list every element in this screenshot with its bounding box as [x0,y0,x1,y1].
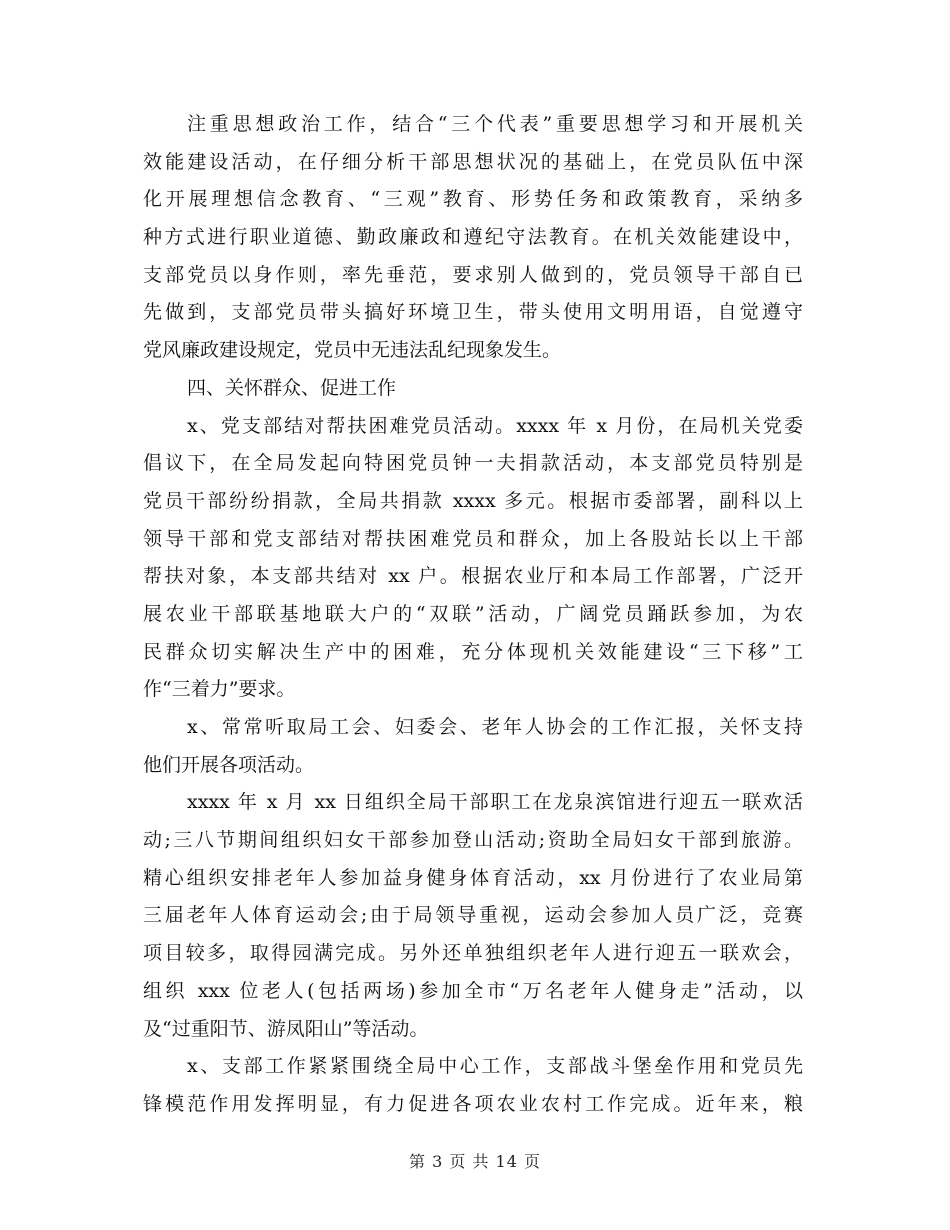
body-line: 锋模范作用发挥明显，有力促进各项农业农村工作完成。近年来，粮 [143,1092,803,1115]
document-body [143,106,803,1124]
body-line: 帮扶对象，本支部共结对 xx 户。根据农业厅和本局工作部署，广泛开 [143,565,803,588]
body-line: 组织 xxx 位老人(包括两场)参加全市“万名老年人健身走”活动，以 [143,979,803,1002]
body-line: 他们开展各项活动。 [143,753,315,776]
body-line: 种方式进行职业道德、勤政廉政和遵纪守法教育。在机关效能建设中， [143,226,803,249]
body-line: 化开展理想信念教育、“三观”教育、形势任务和政策教育，采纳多 [143,188,803,211]
section-heading: 四、关怀群众、促进工作 [187,376,397,399]
body-line: 领导干部和党支部结对帮扶困难党员和群众，加上各股站长以上干部 [143,527,803,550]
body-line: 民群众切实解决生产中的困难，充分体现机关效能建设“三下移”工 [143,640,803,663]
body-line: xxxx 年 x 月 xx 日组织全局干部职工在龙泉滨馆进行迎五一联欢活 [187,791,803,814]
body-line: x、常常听取局工会、妇委会、老年人协会的工作汇报，关怀支持 [187,716,803,738]
body-line: x、支部工作紧紧围绕全局中心工作，支部战斗堡垒作用和党员先 [187,1055,803,1078]
body-line: 注重思想政治工作，结合“三个代表”重要思想学习和开展机关 [187,113,803,135]
body-line: x、党支部结对帮扶困难党员活动。xxxx 年 x 月份，在局机关党委 [187,414,803,437]
body-line: 展农业干部联基地联大户的“双联”活动，广阔党员踊跃参加，为农 [143,602,803,625]
body-line: 作“三着力”要求。 [143,678,296,701]
body-line: 项目较多，取得园满完成。另外还单独组织老年人进行迎五一联欢会， [143,942,803,965]
body-line: 及“过重阳节、游凤阳山”等活动。 [143,1017,429,1040]
body-line: 倡议下，在全局发起向特困党员钟一夫捐款活动，本支部党员特别是 [143,452,803,475]
body-line: 支部党员以身作则，率先垂范，要求别人做到的，党员领导干部自已 [143,263,803,286]
body-line: 效能建设活动，在仔细分析干部思想状况的基础上，在党员队伍中深 [143,150,803,173]
body-line: 先做到，支部党员带头搞好环境卫生，带头使用文明用语，自觉遵守 [143,301,803,324]
page-number-footer: 第 3 页 共 14 页 [409,1152,541,1171]
body-line: 党风廉政建设规定，党员中无违法乱纪现象发生。 [143,339,562,362]
body-line: 党员干部纷纷捐款，全局共捐款 xxxx 多元。根据市委部署，副科以上 [143,489,803,512]
body-line: 动;三八节期间组织妇女干部参加登山活动;资助全局妇女干部到旅游。 [143,829,803,852]
body-line: 精心组织安排老年人参加益身健身体育活动，xx 月份进行了农业局第 [143,866,803,889]
body-line: 三届老年人体育运动会;由于局领导重视，运动会参加人员广泛，竞赛 [143,904,803,927]
